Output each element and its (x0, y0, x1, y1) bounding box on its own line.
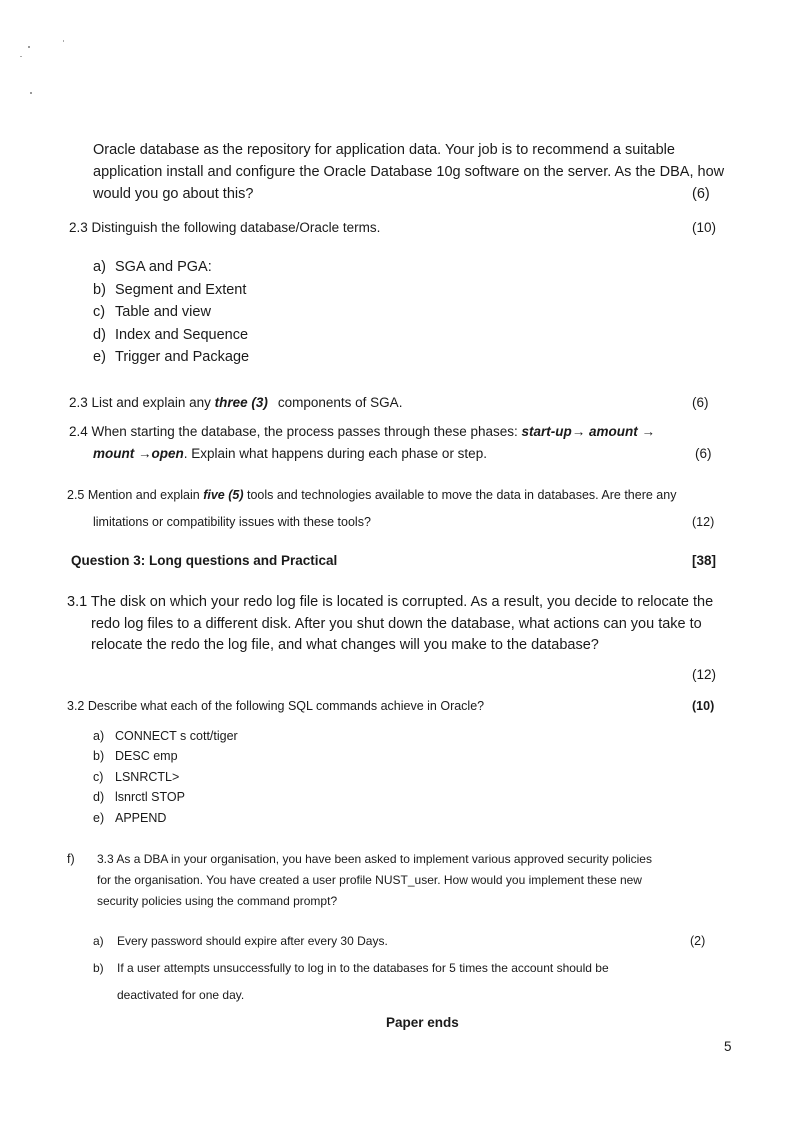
list-item-continuation: deactivated for one day. (117, 988, 245, 1002)
list-item (93, 749, 178, 763)
q2-4-phases-part-1: start-up→ amount → (521, 424, 656, 439)
list-item-label: d) (93, 790, 105, 804)
list-item-text: Trigger and Package (115, 349, 250, 365)
q3-2-text: 3.2 Describe what each of the following SQL commands achieve in Oracle? (67, 699, 485, 713)
list-item-text: Segment and Extent (115, 282, 247, 298)
q2-5-marks: (12) (692, 515, 715, 529)
list-item-label: e) (93, 349, 106, 365)
question-3-heading: Question 3: Long questions and Practical (71, 553, 338, 568)
list-item-label: e) (93, 811, 105, 825)
list-item-label: b) (93, 749, 105, 763)
q3-1-line-3: relocate the redo the log file, and what changes will you make to the database? (91, 637, 599, 653)
q2-5-post: tools and technologies available to move the data in databases. Are there any (243, 488, 677, 502)
list-item (93, 259, 212, 275)
list-item-label: a) (93, 729, 105, 743)
q3-2-marks: (10) (692, 699, 715, 713)
list-item-text: Every password should expire after every 30 Days. (117, 934, 388, 948)
list-item-text: SGA and PGA: (115, 259, 212, 275)
q2-5-emphasis: five (5) (203, 488, 244, 502)
list-item (93, 770, 179, 784)
list-item (93, 327, 248, 343)
paper-ends: Paper ends (386, 1015, 459, 1030)
list-item-label: a) (93, 259, 106, 275)
q2-4-marks: (6) (695, 446, 712, 461)
q2-3b-marks: (6) (692, 395, 709, 410)
q2-5-line-2: limitations or compatibility issues with these tools? (93, 515, 371, 529)
list-item-text: LSNRCTL> (115, 770, 180, 784)
q2-3a-text: 2.3 Distinguish the following database/Oracle terms. (69, 220, 381, 235)
q3-3-line-2: for the organisation. You have created a user profile NUST_user. How would you implement these new (97, 873, 642, 887)
scan-speck (28, 46, 30, 48)
q3-1-marks: (12) (692, 667, 717, 682)
intro-line-3: would you go about this? (93, 186, 254, 202)
list-item-text: Table and view (115, 304, 211, 320)
list-item (93, 282, 246, 298)
list-item-text: If a user attempts unsuccessfully to log in to the databases for 5 times the account should be (117, 961, 609, 975)
list-item (93, 349, 249, 365)
intro-marks: (6) (692, 186, 710, 202)
list-item-label: b) (93, 961, 104, 975)
list-item-label: d) (93, 327, 106, 343)
q2-3b-pre: 2.3 List and explain any (69, 395, 215, 410)
list-item-text: lsnrctl STOP (115, 790, 185, 804)
list-item-text: Index and Sequence (115, 327, 249, 343)
q3-3-line-1: 3.3 As a DBA in your organisation, you have been asked to implement various approved security policies (97, 852, 652, 866)
intro-line-2: application install and configure the Oracle Database 10g software on the server. As the DBA, how (93, 164, 725, 180)
q2-3b-text (69, 395, 402, 410)
q3-1-line-1: 3.1 The disk on which your redo log file is located is corrupted. As a result, you decide to relocate the (67, 594, 714, 610)
list-item (93, 729, 238, 743)
scan-speck (20, 56, 22, 57)
list-item (93, 811, 166, 825)
q3-1-line-2: redo log files to a different disk. After you shut down the database, what actions can you take to (91, 616, 702, 632)
list-item-text: APPEND (115, 811, 167, 825)
q3-3-a-marks: (2) (690, 934, 706, 948)
list-item (93, 790, 185, 804)
q2-4-post: . Explain what happens during each phase or step. (183, 446, 487, 461)
intro-line-1: Oracle database as the repository for application data. Your job is to recommend a suitable (93, 142, 675, 158)
q2-3b-emphasis: three (3) (214, 395, 268, 410)
q3-3-label: f) (67, 852, 75, 866)
list-item (93, 304, 211, 320)
scan-speck (63, 40, 64, 42)
q2-3a-marks: (10) (692, 220, 717, 235)
list-item-label: c) (93, 770, 104, 784)
q2-4-phases-part-2: mount →open (93, 446, 184, 461)
q2-4-line-2 (93, 446, 487, 461)
q3-3-line-3: security policies using the command prompt? (97, 894, 338, 908)
list-item-label: a) (93, 934, 104, 948)
q2-4-line-1 (69, 424, 655, 439)
list-item-text: DESC emp (115, 749, 178, 763)
q2-3b-post: components of SGA. (277, 395, 403, 410)
q2-4-pre: 2.4 When starting the database, the process passes through these phases: (69, 424, 522, 439)
q2-5-line-1 (67, 488, 676, 502)
list-item-label: b) (93, 282, 106, 298)
list-item (93, 961, 609, 975)
list-item-label: c) (93, 304, 106, 320)
page-number: 5 (724, 1039, 732, 1054)
list-item (93, 934, 388, 948)
list-item-text: CONNECT s cott/tiger (115, 729, 238, 743)
q2-5-pre: 2.5 Mention and explain (67, 488, 204, 502)
scan-speck (30, 92, 32, 94)
question-3-marks: [38] (692, 553, 717, 568)
